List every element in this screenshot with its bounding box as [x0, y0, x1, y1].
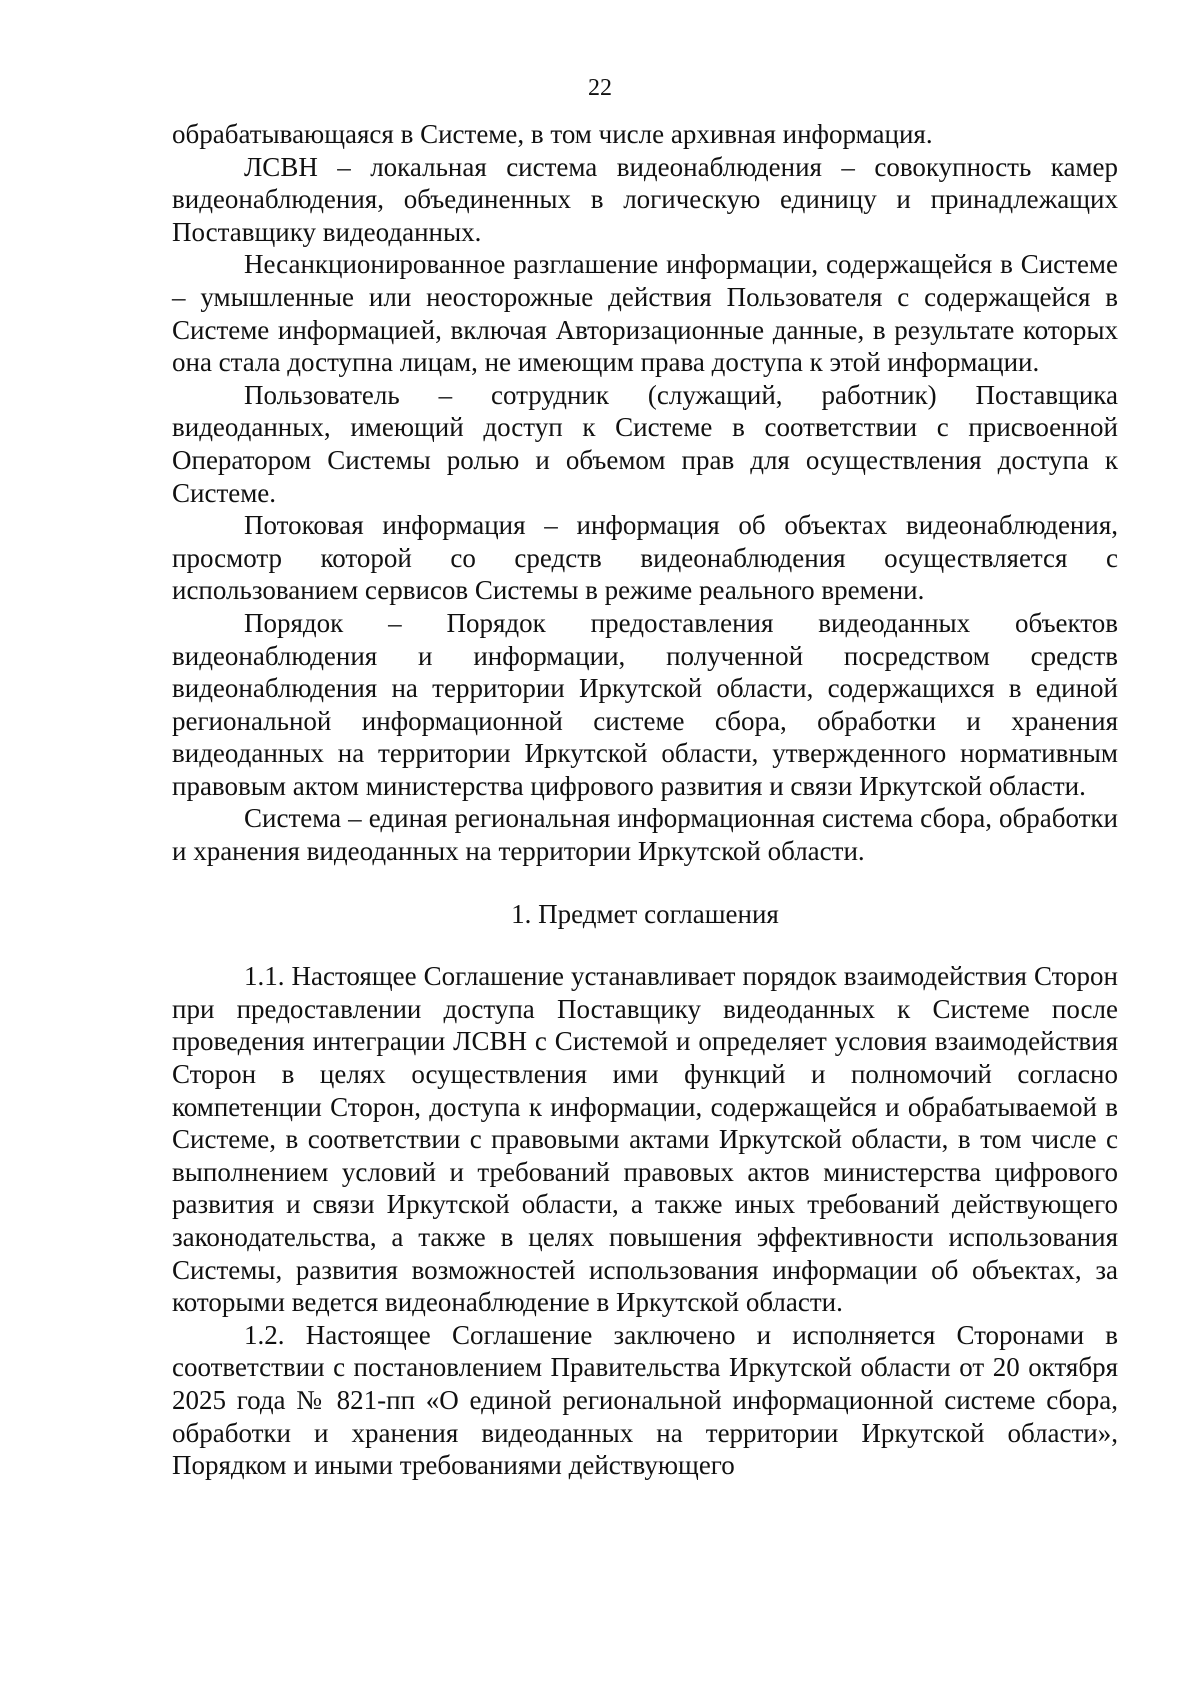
paragraph-clause-1-1: 1.1. Настоящее Соглашение устанавливает порядок взаимодействия Сторон при предоставлении доступа Поставщику видеоданных к Системе после проведения интеграции ЛСВН с Системой и определяет условия взаимодействия Сторон в целях осуществления ими функций и полномочий согласно компетенции Сторон, доступа к информации, содержащейся и обрабатываемой в Системе, в соответствии с правовыми актами Иркутской области, в том числе с выполнением условий и требований правовых актов министерства цифрового развития и связи Иркутской области, а также иных требований действующего законодательства, а также в целях повышения эффективности использования Системы, развития возможностей использования информации об объектах, за которыми ведется видеонаблюдение в Иркутской области.: [172, 961, 1118, 1318]
section-heading: 1. Предмет соглашения: [511, 898, 779, 929]
paragraph-definition-unauthorized-disclosure: Несанкционированное разглашение информации, содержащейся в Системе – умышленные или неосторожные действия Пользователя с содержащейся в Системе информацией, включая Авторизационные данные, в результате которых она стала доступна лицам, не имеющим права доступа к этой информации.: [172, 249, 1118, 378]
paragraph-definition-streaming-info: Потоковая информация – информация об объектах видеонаблюдения, просмотр которой со средств видеонаблюдения осуществляется с использованием сервисов Системы в режиме реального времени.: [172, 510, 1118, 606]
paragraph-clause-1-2: 1.2. Настоящее Соглашение заключено и исполняется Сторонами в соответствии с постановлением Правительства Иркутской области от 20 октября 2025 года № 821-пп «О единой региональной информационной системе сбора, обработки и хранения видеоданных на территории Иркутской области», Порядком и иными требованиями действующего: [172, 1319, 1118, 1481]
paragraph-definition-procedure: Порядок – Порядок предоставления видеоданных объектов видеонаблюдения и информации, полученной посредством средств видеонаблюдения на территории Иркутской области, содержащихся в единой региональной информационной системе сбора, обработки и хранения видеоданных на территории Иркутской области, утвержденного нормативным правовым актом министерства цифрового развития и связи Иркутской области.: [172, 607, 1118, 801]
page-number: 22: [588, 75, 612, 101]
document-body: [172, 118, 1118, 1482]
paragraph-definition-user: Пользователь – сотрудник (служащий, работник) Поставщика видеоданных, имеющий доступ к Системе в соответствии с присвоенной Оператором Системы ролью и объемом прав для осуществления доступа к Системе.: [172, 379, 1118, 508]
paragraph-definition-system: Система – единая региональная информационная система сбора, обработки и хранения видеоданных на территории Иркутской области.: [172, 803, 1118, 867]
paragraph-continuation: обрабатывающаяся в Системе, в том числе архивная информация.: [172, 119, 933, 149]
paragraph-definition-lsvn: ЛСВН – локальная система видеонаблюдения – совокупность камер видеонаблюдения, объединенных в логическую единицу и принадлежащих Поставщику видеоданных.: [172, 151, 1118, 247]
